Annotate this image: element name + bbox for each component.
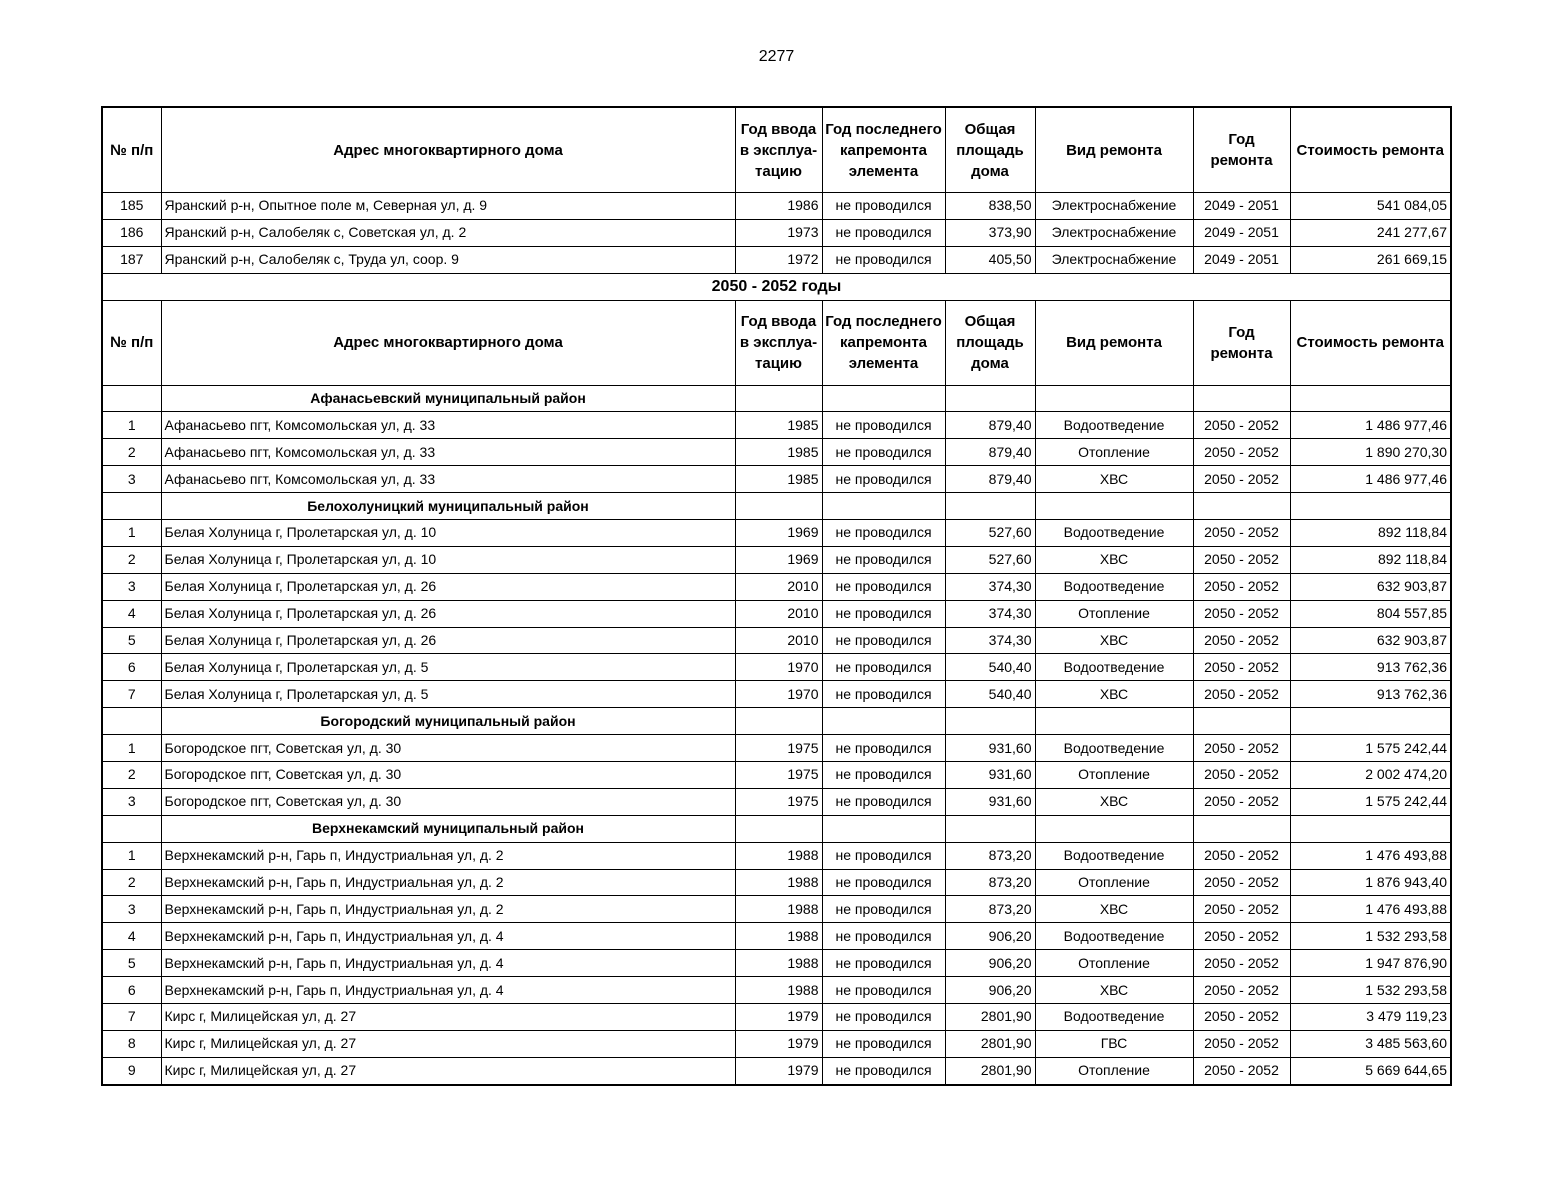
- row-number: 7: [102, 681, 161, 708]
- repair-period-cell: 2050 - 2052: [1193, 869, 1290, 896]
- address-cell: Богородское пгт, Советская ул, д. 30: [161, 788, 735, 815]
- year-built-cell: 1975: [735, 735, 822, 762]
- area-cell: 540,40: [945, 654, 1035, 681]
- cost-cell: 2 002 474,20: [1290, 762, 1451, 789]
- area-cell: 879,40: [945, 466, 1035, 493]
- row-number: 2: [102, 439, 161, 466]
- row-number: 1: [102, 520, 161, 547]
- repair-type-cell: ХВС: [1035, 681, 1193, 708]
- year-built-cell: 1985: [735, 466, 822, 493]
- address-cell: Верхнекамский р-н, Гарь п, Индустриальная ул, д. 2: [161, 869, 735, 896]
- year-built-cell: 1988: [735, 923, 822, 950]
- area-cell: 906,20: [945, 977, 1035, 1004]
- address-cell: Афанасьево пгт, Комсомольская ул, д. 33: [161, 412, 735, 439]
- area-cell: 906,20: [945, 950, 1035, 977]
- last-repair-cell: не проводился: [822, 977, 945, 1004]
- repair-period-cell: 2050 - 2052: [1193, 681, 1290, 708]
- table-row: [102, 193, 1451, 220]
- column-header-address: Адрес многоквартирного дома: [161, 300, 735, 385]
- header-row: [102, 300, 1451, 385]
- last-repair-cell: не проводился: [822, 627, 945, 654]
- repair-type-cell: Отопление: [1035, 762, 1193, 789]
- table-row: [102, 1004, 1451, 1031]
- column-header-area: Общая площадь дома: [945, 300, 1035, 385]
- column-header-area: Общая площадь дома: [945, 107, 1035, 193]
- group-empty-cell: [735, 493, 822, 520]
- area-cell: 405,50: [945, 246, 1035, 273]
- repair-type-cell: Водоотведение: [1035, 923, 1193, 950]
- column-header-repair-type: Вид ремонта: [1035, 107, 1193, 193]
- group-name: Афанасьевский муниципальный район: [161, 385, 735, 412]
- repair-period-cell: 2050 - 2052: [1193, 735, 1290, 762]
- repair-period-cell: 2050 - 2052: [1193, 762, 1290, 789]
- last-repair-cell: не проводился: [822, 1057, 945, 1084]
- row-number: 2: [102, 762, 161, 789]
- row-number: 5: [102, 950, 161, 977]
- table-row: [102, 246, 1451, 273]
- row-number: 2: [102, 869, 161, 896]
- column-header-cost: Стоимость ремонта: [1290, 300, 1451, 385]
- table-row: [102, 788, 1451, 815]
- area-cell: 931,60: [945, 788, 1035, 815]
- row-number: 4: [102, 923, 161, 950]
- table-row: [102, 466, 1451, 493]
- last-repair-cell: не проводился: [822, 1004, 945, 1031]
- table-row: [102, 654, 1451, 681]
- group-empty-cell: [945, 493, 1035, 520]
- row-number: 3: [102, 788, 161, 815]
- address-cell: Верхнекамский р-н, Гарь п, Индустриальная ул, д. 4: [161, 977, 735, 1004]
- area-cell: 2801,90: [945, 1030, 1035, 1057]
- area-cell: 2801,90: [945, 1057, 1035, 1084]
- year-built-cell: 2010: [735, 627, 822, 654]
- row-number: 8: [102, 1030, 161, 1057]
- cost-cell: 1 486 977,46: [1290, 412, 1451, 439]
- cost-cell: 1 532 293,58: [1290, 977, 1451, 1004]
- column-header-repair-type: Вид ремонта: [1035, 300, 1193, 385]
- last-repair-cell: не проводился: [822, 600, 945, 627]
- table-row: [102, 842, 1451, 869]
- cost-cell: 3 485 563,60: [1290, 1030, 1451, 1057]
- area-cell: 873,20: [945, 896, 1035, 923]
- column-header-num: № п/п: [102, 107, 161, 193]
- group-empty-cell: [822, 493, 945, 520]
- repair-period-cell: 2050 - 2052: [1193, 600, 1290, 627]
- repair-type-cell: Водоотведение: [1035, 1004, 1193, 1031]
- year-built-cell: 2010: [735, 600, 822, 627]
- last-repair-cell: не проводился: [822, 762, 945, 789]
- year-built-cell: 1985: [735, 412, 822, 439]
- cost-cell: 892 118,84: [1290, 520, 1451, 547]
- table-row: [102, 869, 1451, 896]
- table-row: [102, 977, 1451, 1004]
- area-cell: 873,20: [945, 842, 1035, 869]
- repair-type-cell: Водоотведение: [1035, 520, 1193, 547]
- table-row: [102, 600, 1451, 627]
- repair-type-cell: ХВС: [1035, 466, 1193, 493]
- last-repair-cell: не проводился: [822, 246, 945, 273]
- repair-period-cell: 2049 - 2051: [1193, 193, 1290, 220]
- last-repair-cell: не проводился: [822, 573, 945, 600]
- group-empty-cell: [102, 708, 161, 735]
- table-row: [102, 627, 1451, 654]
- table-row: [102, 681, 1451, 708]
- table-row: [102, 219, 1451, 246]
- table-row: [102, 573, 1451, 600]
- row-number: 185: [102, 193, 161, 220]
- last-repair-cell: не проводился: [822, 923, 945, 950]
- group-row: [102, 708, 1451, 735]
- address-cell: Кирс г, Милицейская ул, д. 27: [161, 1030, 735, 1057]
- group-empty-cell: [1193, 493, 1290, 520]
- group-name: Богородский муниципальный район: [161, 708, 735, 735]
- header-row: [102, 107, 1451, 193]
- area-cell: 906,20: [945, 923, 1035, 950]
- repair-period-cell: 2050 - 2052: [1193, 466, 1290, 493]
- year-built-cell: 1969: [735, 520, 822, 547]
- last-repair-cell: не проводился: [822, 193, 945, 220]
- address-cell: Верхнекамский р-н, Гарь п, Индустриальная ул, д. 4: [161, 950, 735, 977]
- year-built-cell: 1988: [735, 842, 822, 869]
- group-row: [102, 385, 1451, 412]
- address-cell: Верхнекамский р-н, Гарь п, Индустриальная ул, д. 4: [161, 923, 735, 950]
- group-empty-cell: [102, 493, 161, 520]
- cost-cell: 913 762,36: [1290, 654, 1451, 681]
- group-empty-cell: [1193, 815, 1290, 842]
- year-built-cell: 1970: [735, 681, 822, 708]
- repair-type-cell: Отопление: [1035, 439, 1193, 466]
- last-repair-cell: не проводился: [822, 735, 945, 762]
- repair-period-cell: 2050 - 2052: [1193, 412, 1290, 439]
- area-cell: 879,40: [945, 439, 1035, 466]
- group-empty-cell: [1035, 815, 1193, 842]
- repair-type-cell: Электроснабжение: [1035, 246, 1193, 273]
- row-number: 7: [102, 1004, 161, 1031]
- period-row: [102, 273, 1451, 300]
- address-cell: Белая Холуница г, Пролетарская ул, д. 10: [161, 546, 735, 573]
- table-row: [102, 412, 1451, 439]
- row-number: 2: [102, 546, 161, 573]
- cost-cell: 1 476 493,88: [1290, 896, 1451, 923]
- address-cell: Кирс г, Милицейская ул, д. 27: [161, 1004, 735, 1031]
- repair-period-cell: 2050 - 2052: [1193, 950, 1290, 977]
- area-cell: 879,40: [945, 412, 1035, 439]
- area-cell: 2801,90: [945, 1004, 1035, 1031]
- address-cell: Белая Холуница г, Пролетарская ул, д. 26: [161, 627, 735, 654]
- repair-period-cell: 2050 - 2052: [1193, 654, 1290, 681]
- column-header-year-built: Год ввода в эксплуа-тацию: [735, 107, 822, 193]
- area-cell: 931,60: [945, 735, 1035, 762]
- repair-period-cell: 2050 - 2052: [1193, 977, 1290, 1004]
- table-row: [102, 923, 1451, 950]
- address-cell: Богородское пгт, Советская ул, д. 30: [161, 735, 735, 762]
- group-name: Верхнекамский муниципальный район: [161, 815, 735, 842]
- year-built-cell: 1970: [735, 654, 822, 681]
- column-header-last-repair: Год последнего капремонта элемента: [822, 107, 945, 193]
- address-cell: Белая Холуница г, Пролетарская ул, д. 26: [161, 573, 735, 600]
- area-cell: 931,60: [945, 762, 1035, 789]
- group-empty-cell: [945, 385, 1035, 412]
- repair-type-cell: Водоотведение: [1035, 735, 1193, 762]
- repair-type-cell: Отопление: [1035, 600, 1193, 627]
- address-cell: Богородское пгт, Советская ул, д. 30: [161, 762, 735, 789]
- repair-period-cell: 2050 - 2052: [1193, 546, 1290, 573]
- repair-type-cell: Водоотведение: [1035, 842, 1193, 869]
- area-cell: 540,40: [945, 681, 1035, 708]
- repair-period-cell: 2050 - 2052: [1193, 573, 1290, 600]
- last-repair-cell: не проводился: [822, 520, 945, 547]
- repair-period-cell: 2049 - 2051: [1193, 219, 1290, 246]
- last-repair-cell: не проводился: [822, 788, 945, 815]
- group-empty-cell: [1290, 708, 1451, 735]
- area-cell: 527,60: [945, 520, 1035, 547]
- repair-period-cell: 2050 - 2052: [1193, 1057, 1290, 1084]
- repair-period-cell: 2050 - 2052: [1193, 1004, 1290, 1031]
- repair-period-cell: 2050 - 2052: [1193, 627, 1290, 654]
- group-empty-cell: [735, 815, 822, 842]
- last-repair-cell: не проводился: [822, 654, 945, 681]
- cost-cell: 804 557,85: [1290, 600, 1451, 627]
- address-cell: Верхнекамский р-н, Гарь п, Индустриальная ул, д. 2: [161, 842, 735, 869]
- column-header-cost: Стоимость ремонта: [1290, 107, 1451, 193]
- table-row: [102, 1030, 1451, 1057]
- group-empty-cell: [822, 708, 945, 735]
- area-cell: 374,30: [945, 600, 1035, 627]
- year-built-cell: 1988: [735, 977, 822, 1004]
- cost-cell: 1 476 493,88: [1290, 842, 1451, 869]
- repair-type-cell: Отопление: [1035, 869, 1193, 896]
- table-body: [102, 107, 1451, 1085]
- group-empty-cell: [1035, 493, 1193, 520]
- group-empty-cell: [1290, 493, 1451, 520]
- area-cell: 527,60: [945, 546, 1035, 573]
- last-repair-cell: не проводился: [822, 896, 945, 923]
- cost-cell: 1 532 293,58: [1290, 923, 1451, 950]
- cost-cell: 1 947 876,90: [1290, 950, 1451, 977]
- last-repair-cell: не проводился: [822, 439, 945, 466]
- repair-period-cell: 2050 - 2052: [1193, 788, 1290, 815]
- group-empty-cell: [945, 708, 1035, 735]
- table-row: [102, 762, 1451, 789]
- year-built-cell: 1988: [735, 896, 822, 923]
- year-built-cell: 1973: [735, 219, 822, 246]
- row-number: 5: [102, 627, 161, 654]
- year-built-cell: 1975: [735, 762, 822, 789]
- group-empty-cell: [102, 815, 161, 842]
- cost-cell: 3 479 119,23: [1290, 1004, 1451, 1031]
- year-built-cell: 1979: [735, 1004, 822, 1031]
- column-header-num: № п/п: [102, 300, 161, 385]
- area-cell: 873,20: [945, 869, 1035, 896]
- repair-type-cell: ХВС: [1035, 627, 1193, 654]
- last-repair-cell: не проводился: [822, 412, 945, 439]
- cost-cell: 541 084,05: [1290, 193, 1451, 220]
- repair-type-cell: Отопление: [1035, 950, 1193, 977]
- repair-type-cell: Водоотведение: [1035, 573, 1193, 600]
- page-number: 2277: [758, 48, 795, 65]
- year-built-cell: 1985: [735, 439, 822, 466]
- period-title: 2050 - 2052 годы: [102, 273, 1451, 300]
- address-cell: Кирс г, Милицейская ул, д. 27: [161, 1057, 735, 1084]
- table-row: [102, 439, 1451, 466]
- row-number: 1: [102, 735, 161, 762]
- repair-period-cell: 2049 - 2051: [1193, 246, 1290, 273]
- group-empty-cell: [1193, 708, 1290, 735]
- cost-cell: 241 277,67: [1290, 219, 1451, 246]
- row-number: 3: [102, 573, 161, 600]
- cost-cell: 1 575 242,44: [1290, 735, 1451, 762]
- repair-period-cell: 2050 - 2052: [1193, 842, 1290, 869]
- year-built-cell: 1979: [735, 1057, 822, 1084]
- repair-type-cell: ХВС: [1035, 977, 1193, 1004]
- table-row: [102, 735, 1451, 762]
- cost-cell: 1 876 943,40: [1290, 869, 1451, 896]
- last-repair-cell: не проводился: [822, 950, 945, 977]
- repair-period-cell: 2050 - 2052: [1193, 520, 1290, 547]
- last-repair-cell: не проводился: [822, 1030, 945, 1057]
- repair-period-cell: 2050 - 2052: [1193, 439, 1290, 466]
- address-cell: Верхнекамский р-н, Гарь п, Индустриальная ул, д. 2: [161, 896, 735, 923]
- repair-period-cell: 2050 - 2052: [1193, 1030, 1290, 1057]
- repair-type-cell: Водоотведение: [1035, 412, 1193, 439]
- area-cell: 374,30: [945, 573, 1035, 600]
- group-empty-cell: [102, 385, 161, 412]
- group-empty-cell: [945, 815, 1035, 842]
- address-cell: Афанасьево пгт, Комсомольская ул, д. 33: [161, 466, 735, 493]
- group-empty-cell: [1290, 815, 1451, 842]
- row-number: 186: [102, 219, 161, 246]
- column-header-repair-year: Год ремонта: [1193, 300, 1290, 385]
- repair-type-cell: ХВС: [1035, 896, 1193, 923]
- year-built-cell: 1972: [735, 246, 822, 273]
- cost-cell: 913 762,36: [1290, 681, 1451, 708]
- cost-cell: 632 903,87: [1290, 573, 1451, 600]
- address-cell: Афанасьево пгт, Комсомольская ул, д. 33: [161, 439, 735, 466]
- table-row: [102, 520, 1451, 547]
- last-repair-cell: не проводился: [822, 546, 945, 573]
- address-cell: Белая Холуница г, Пролетарская ул, д. 5: [161, 654, 735, 681]
- repair-type-cell: Электроснабжение: [1035, 193, 1193, 220]
- address-cell: Белая Холуница г, Пролетарская ул, д. 5: [161, 681, 735, 708]
- cost-cell: 1 890 270,30: [1290, 439, 1451, 466]
- year-built-cell: 1979: [735, 1030, 822, 1057]
- address-cell: Яранский р-н, Салобеляк с, Советская ул, д. 2: [161, 219, 735, 246]
- year-built-cell: 1969: [735, 546, 822, 573]
- group-empty-cell: [1290, 385, 1451, 412]
- table-row: [102, 896, 1451, 923]
- cost-cell: 632 903,87: [1290, 627, 1451, 654]
- row-number: 3: [102, 896, 161, 923]
- cost-cell: 1 486 977,46: [1290, 466, 1451, 493]
- address-cell: Белая Холуница г, Пролетарская ул, д. 10: [161, 520, 735, 547]
- repair-period-cell: 2050 - 2052: [1193, 923, 1290, 950]
- row-number: 187: [102, 246, 161, 273]
- repair-type-cell: ГВС: [1035, 1030, 1193, 1057]
- area-cell: 838,50: [945, 193, 1035, 220]
- column-header-repair-year: Год ремонта: [1193, 107, 1290, 193]
- group-empty-cell: [822, 815, 945, 842]
- repair-type-cell: Электроснабжение: [1035, 219, 1193, 246]
- area-cell: 373,90: [945, 219, 1035, 246]
- row-number: 9: [102, 1057, 161, 1084]
- cost-cell: 261 669,15: [1290, 246, 1451, 273]
- year-built-cell: 1988: [735, 950, 822, 977]
- column-header-last-repair: Год последнего капремонта элемента: [822, 300, 945, 385]
- repair-type-cell: ХВС: [1035, 788, 1193, 815]
- group-row: [102, 493, 1451, 520]
- group-empty-cell: [822, 385, 945, 412]
- repair-table: [101, 106, 1452, 1086]
- repair-type-cell: Водоотведение: [1035, 654, 1193, 681]
- row-number: 1: [102, 412, 161, 439]
- group-empty-cell: [1035, 385, 1193, 412]
- row-number: 6: [102, 977, 161, 1004]
- address-cell: Яранский р-н, Салобеляк с, Труда ул, соор. 9: [161, 246, 735, 273]
- group-name: Белохолуницкий муниципальный район: [161, 493, 735, 520]
- group-empty-cell: [1035, 708, 1193, 735]
- last-repair-cell: не проводился: [822, 219, 945, 246]
- year-built-cell: 2010: [735, 573, 822, 600]
- group-empty-cell: [1193, 385, 1290, 412]
- last-repair-cell: не проводился: [822, 466, 945, 493]
- row-number: 6: [102, 654, 161, 681]
- year-built-cell: 1988: [735, 869, 822, 896]
- last-repair-cell: не проводился: [822, 681, 945, 708]
- row-number: 3: [102, 466, 161, 493]
- row-number: 4: [102, 600, 161, 627]
- year-built-cell: 1975: [735, 788, 822, 815]
- group-row: [102, 815, 1451, 842]
- cost-cell: 892 118,84: [1290, 546, 1451, 573]
- table-row: [102, 546, 1451, 573]
- column-header-address: Адрес многоквартирного дома: [161, 107, 735, 193]
- column-header-year-built: Год ввода в эксплуа-тацию: [735, 300, 822, 385]
- repair-type-cell: ХВС: [1035, 546, 1193, 573]
- table-row: [102, 1057, 1451, 1084]
- group-empty-cell: [735, 385, 822, 412]
- cost-cell: 5 669 644,65: [1290, 1057, 1451, 1084]
- last-repair-cell: не проводился: [822, 842, 945, 869]
- area-cell: 374,30: [945, 627, 1035, 654]
- year-built-cell: 1986: [735, 193, 822, 220]
- repair-period-cell: 2050 - 2052: [1193, 896, 1290, 923]
- table-row: [102, 950, 1451, 977]
- address-cell: Яранский р-н, Опытное поле м, Северная ул, д. 9: [161, 193, 735, 220]
- row-number: 1: [102, 842, 161, 869]
- group-empty-cell: [735, 708, 822, 735]
- repair-type-cell: Отопление: [1035, 1057, 1193, 1084]
- cost-cell: 1 575 242,44: [1290, 788, 1451, 815]
- last-repair-cell: не проводился: [822, 869, 945, 896]
- address-cell: Белая Холуница г, Пролетарская ул, д. 26: [161, 600, 735, 627]
